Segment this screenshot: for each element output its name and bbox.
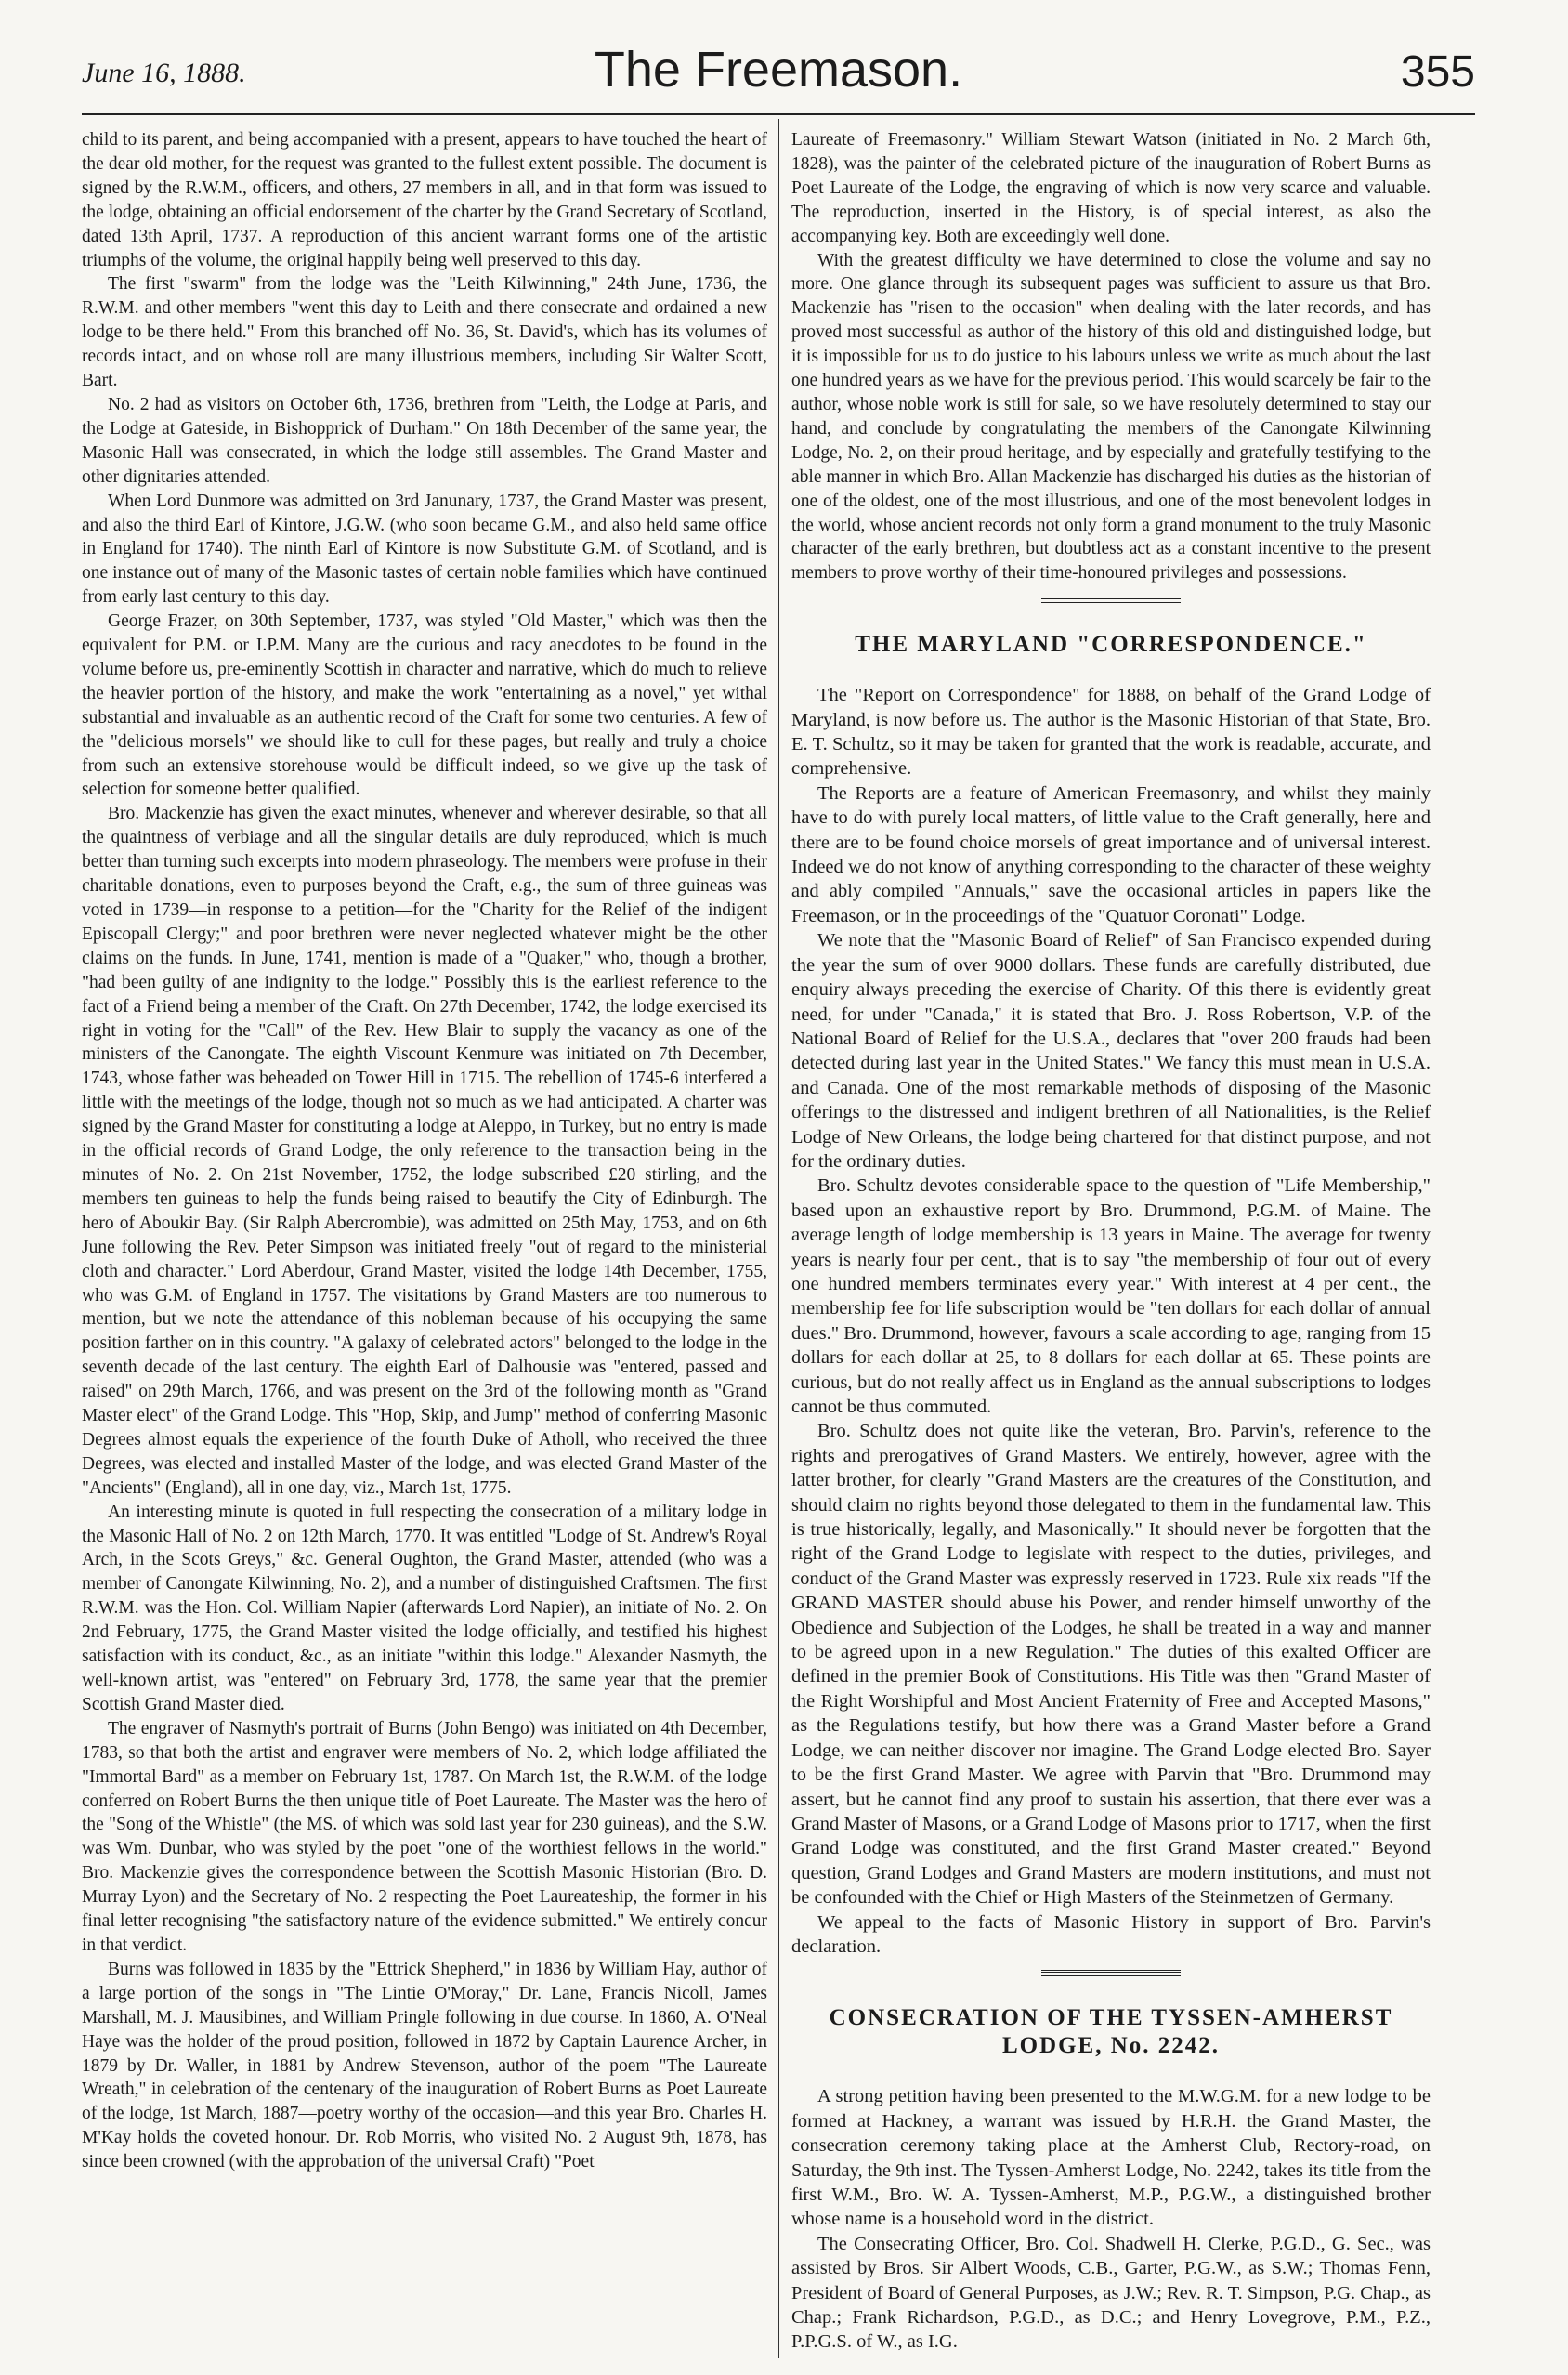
- paragraph: An interesting minute is quoted in full respecting the consecration of a military lodge in the Masonic Hall of No. 2 on 12th March, 1770. It was entitled "Lodge of St. Andrew's Royal Arch, in the Scots Greys," &c. General Oughton, the Grand Master, attended (who was a member of Canongate Kilwinning, No. 2), and a number of distinguished Craftsmen. The first R.W.M. was the Hon. Col. William Napier (afterwards Lord Napier), an initiate of No. 2. On 2nd February, 1775, the Grand Master visited the lodge officially, and testified his highest satisfaction with its conduct, &c., as an initiate "within this lodge." Alexander Nasmyth, the well-known artist, was "entered" on February 3rd, 1778, the same year that the premier Scottish Grand Master died.: [82, 1502, 767, 1714]
- column-divider: [778, 119, 779, 2358]
- paragraph: Burns was followed in 1835 by the "Ettrick Shepherd," in 1836 by William Hay, author of a large portion of the songs in "The Lintie O'Moray," Dr. Lane, Francis Nicoll, James Marshall, M. J. Mausibines, and William Pringle following in due course. In 1860, A. O'Neal Haye was the holder of the proud position, followed in 1872 by Captain Laurence Archer, in 1879 by Dr. Waller, in 1881 by Andrew Stevenson, author of the poem "The Laureate Wreath," in celebration of the centenary of the inauguration of Robert Burns as Poet Laureate of the lodge, 1st March, 1887—poetry worthy of the occasion—and this year Bro. Charles H. M'Kay holds the coveted honour. Dr. Rob Morris, who visited No. 2 August 9th, 1878, has since been crowned (with the approbation of the universal Craft) "Poet: [82, 1959, 767, 2172]
- paragraph: The engraver of Nasmyth's portrait of Burns (John Bengo) was initiated on 4th December, 1783, so that both the artist and engraver were members of No. 2, which lodge affiliated the "Immortal Bard" as a member on February 1st, 1787. On March 1st, the R.W.M. of the lodge conferred on Robert Burns the then unique title of Poet Laureate. The Master was the hero of the "Song of the Whistle" (the MS. of which was sold last year for 230 guineas), and the S.W. was Wm. Dunbar, who was styled by the poet "one of the worthiest fellows in the world." Bro. Mackenzie gives the correspondence between the Scottish Masonic Historian (Bro. D. Murray Lyon) and the Secretary of No. 2 respecting the Poet Laureateship, the former in his final letter recognising "the satisfactory nature of the evidence submitted." We entirely concur in that verdict.: [82, 1718, 767, 1955]
- paragraph: The Consecrating Officer, Bro. Col. Shadwell H. Clerke, P.G.D., G. Sec., was assisted by Bros. Sir Albert Woods, C.B., Garter, P.G.W., as S.W.; Thomas Fenn, President of Board of General Purposes, as J.W.; Rev. R. T. Simpson, P.G. Chap., as Chap.; Frank Richardson, P.G.D., as D.C.; and Henry Lovegrove, P.M., P.Z., P.P.G.S. of W., as I.G.: [791, 2233, 1431, 2353]
- paragraph: A strong petition having been presented to the M.W.G.M. for a new lodge to be formed at Hackney, a warrant was issued by H.R.H. the Grand Master, the consecration ceremony taking place at the Amherst Club, Rectory-road, on Saturday, the 9th inst. The Tyssen-Amherst Lodge, No. 2242, takes its title from the first W.M., Bro. W. A. Tyssen-Amherst, M.P., P.G.W., a distinguished brother whose name is a household word in the district.: [791, 2086, 1431, 2230]
- paragraph: Bro. Schultz does not quite like the veteran, Bro. Parvin's, reference to the rights and prerogatives of Grand Masters. We entirely, however, agree with the latter brother, for clearly "Grand Masters are the creatures of the Constitution, and should claim no rights beyond those delegated to them in the fundamental law. This is true historically, legally, and Masonically." It should never be forgotten that the right of the Grand Lodge to legislate with respect to the duties, privileges, and conduct of the Grand Master was expressly reserved in 1723. Rule xix reads "If the GRAND MASTER should abuse his Power, and render himself unworthy of the Obedience and Subjection of the Lodges, he shall be treated in a way and manner to be agreed upon in a new Regulation." The duties of this exalted Officer are defined in the premier Book of Constitutions. His Title was then "Grand Master of the Right Worshipful and Most Ancient Fraternity of Free and Accepted Masons," as the Regulations testify, but how there was a Grand Master before a Grand Lodge, we can neither discover nor imagine. The Grand Lodge elected Bro. Sayer to be the first Grand Master. We agree with Parvin that "Bro. Drummond may assert, but he cannot find any proof to sustain his assertion, that there ever was a Grand Master of Masons, or a Grand Lodge of Masons prior to 1717, when the first Grand Lodge was constituted, and the first Grand Master created." Beyond question, Grand Lodges and Grand Masters are modern institutions, and must not be confounded with the Chief or High Masters of the Steinmetzen of Germany.: [791, 1421, 1431, 1909]
- paragraph: We appeal to the facts of Masonic History in support of Bro. Parvin's declaration.: [791, 1911, 1431, 1957]
- section-rule: [1041, 597, 1181, 603]
- paragraph: Bro. Schultz devotes considerable space to the question of "Life Membership," based upon an exhaustive report by Bro. Drummond, P.G.M. of Maine. The average length of lodge membership is 13 years in Maine. The average for twenty years is nearly four per cent., that is to say "the membership of four out of every one hundred members terminates every year." With interest at 4 per cent., the membership fee for life subscription would be "ten dollars for each dollar of annual dues." Bro. Drummond, however, favours a scale according to age, ranging from 15 dollars for each dollar at 25, to 8 dollars for each dollar at 65. These points are curious, but do not really affect us in England as the annual subscriptions to lodges cannot be thus commuted.: [791, 1175, 1431, 1417]
- section-rule: [1041, 1970, 1181, 1976]
- paragraph: We note that the "Masonic Board of Relief" of San Francisco expended during the year the sum of over 9000 dollars. These funds are carefully distributed, due enquiry always preceding the exercise of Charity. Of this there is evidently great need, for under "Canada," it is stated that Bro. J. Ross Robertson, V.P. of the National Board of Relief for the U.S.A., declares that "over 200 frauds had been detected during last year in the United States." We fancy this must mean in U.S.A. and Canada. One of the most remarkable methods of disposing of the Masonic offerings to the distressed and indigent brethren of all Nationalities, is the Relief Lodge of New Orleans, the lodge being chartered for that distinct purpose, and not for the ordinary duties.: [791, 930, 1431, 1172]
- publication-title: The Freemason.: [594, 42, 963, 98]
- left-column: [82, 128, 767, 2174]
- right-column: [791, 128, 1431, 2355]
- consecration-heading: CONSECRATION OF THE TYSSEN-AMHERST LODGE, No. 2242.: [829, 2005, 1393, 2059]
- paragraph: Laureate of Freemasonry." William Stewart Watson (initiated in No. 2 March 6th, 1828), was the painter of the celebrated picture of the inauguration of Robert Burns as Poet Laureate of the Lodge, the engraving of which is now very scarce and valuable. The reproduction, inserted in the History, is of special interest, as also the accompanying key. Both are exceedingly well done.: [791, 130, 1431, 246]
- paragraph: George Frazer, on 30th September, 1737, was styled "Old Master," which was then the equivalent for P.M. or I.P.M. Many are the curious and racy anecdotes to be found in the volume before us, pre-eminently Scottish in character and narrative, which do much to relieve the heavier portion of the history, and make the work "entertaining as a novel," yet withal substantial and invaluable as an authentic record of the Craft for some two centuries. A few of the "delicious morsels" we should like to cull for these pages, but really and truly a choice from such an extensive storehouse would be difficult indeed, so we give up the task of selection for someone better qualified.: [82, 611, 767, 800]
- consecration-article: [791, 2084, 1431, 2354]
- header-rule: [82, 113, 1475, 115]
- maryland-heading: THE MARYLAND "CORRESPONDENCE.": [855, 632, 1367, 658]
- paragraph: With the greatest difficulty we have determined to close the volume and say no more. One glance through its subsequent pages was sufficient to assure us that Bro. Mackenzie has "risen to the occasion" when dealing with the later records, and has proved most successful as author of the history of this old and distinguished lodge, but it is impossible for us to do justice to his labours unless we write as much about the last one hundred years as we have for the previous period. This would scarcely be fair to the author, whose noble work is still for sale, so we have resolutely determined to stay our hand, and conclude by congratulating the members of the Canongate Kilwinning Lodge, No. 2, on their proud heritage, and by especially and gratefully testifying to the able manner in which Bro. Allan Mackenzie has discharged his duties as the historian of one of the oldest, one of the most illustrious, and one of the most benevolent lodges in the world, whose ancient records not only form a grand monument to the truly Masonic character of the early brethren, but doubtless act as a constant incentive to the present members to prove worthy of their time-honoured privileges and possessions.: [791, 250, 1431, 584]
- paragraph: No. 2 had as visitors on October 6th, 1736, brethren from "Leith, the Lodge at Paris, and the Lodge at Gateside, in Bishopprick of Durham." On 18th December of the same year, the Masonic Hall was consecrated, in which the lodge still assembles. The Grand Master and other dignitaries attended.: [82, 394, 767, 487]
- paragraph: child to its parent, and being accompanied with a present, appears to have touched the heart of the dear old mother, for the request was granted to the fullest extent possible. The document is signed by the R.W.M., officers, and others, 27 members in all, and in that form was issued to the lodge, obtaining an official endorsement of the charter by the Grand Secretary of Scotland, dated 13th April, 1737. A reproduction of this ancient warrant forms one of the artistic triumphs of the volume, the original happily being well preserved to this day.: [82, 130, 767, 270]
- issue-date: June 16, 1888.: [82, 58, 246, 88]
- paragraph: When Lord Dunmore was admitted on 3rd Janunary, 1737, the Grand Master was present, and also the third Earl of Kintore, J.G.W. (who soon became G.M., and also held same office in England for 1740). The ninth Earl of Kintore is now Substitute G.M. of Scotland, and is one instance out of many of the Masonic tastes of certain noble families which have continued from early last century to this day.: [82, 491, 767, 608]
- paragraph: Bro. Mackenzie has given the exact minutes, whenever and wherever desirable, so that all the quaintness of verbiage and all the singular details are duly reproduced, which is much better than turning such excerpts into modern phraseology. The members were profuse in their charitable donations, even to purposes beyond the Craft, e.g., the sum of three guineas was voted in 1739—in response to a petition—for the "Charity for the Relief of the indigent Episcopall Clergy;" and poor brethren were never neglected whatever might be the other claims on the funds. In June, 1741, mention is made of a "Quaker," who, though a brother, "had been guilty of ane indignity to the lodge." Possibly this is the earliest reference to the fact of a Friend being a member of the Craft. On 27th December, 1742, the lodge exercised its right in voting for the "Call" of the Rev. Hew Blair to supply the vacancy as one of the ministers of the Canongate. The eighth Viscount Kenmure was initiated on 7th December, 1743, whose father was beheaded on Tower Hill in 1715. The rebellion of 1745-6 interfered a little with the meetings of the lodge, though not so much as we had anticipated. A charter was signed by the Grand Master for constituting a lodge at Aleppo, in Turkey, but no entry is made in the official records of Grand Lodge, the only reference to the transaction being in the minutes of No. 2. On 21st November, 1752, the lodge subscribed £20 stirling, and the members ten guineas to help the funds being raised to beautify the City of Edinburgh. The hero of Aboukir Bay. (Sir Ralph Abercrombie), was admitted on 25th May, 1753, and on 6th June following the Rev. Peter Simpson was initiated freely "out of regard to the ministerial cloth and character." Lord Aberdour, Grand Master, visited the lodge 14th December, 1755, who was G.M. of England in 1757. The visitations by Grand Masters are too numerous to mention, but we note the attendance of this nobleman because of his occupying the same position farther on in this country. "A galaxy of celebrated actors" belonged to the lodge in the seventh decade of the last century. The eighth Earl of Dalhousie was "entered, passed and raised" on 29th March, 1766, and was present on the 3rd of the following month as "Grand Master elect" of the Grand Lodge. This "Hop, Skip, and Jump" method of conferring Masonic Degrees almost equals the experience of the fourth Duke of Atholl, who received the three Degrees, was elected and installed Master of the lodge, and was elected Grand Master of the "Ancients" (England), all in one day, viz., March 1st, 1775.: [82, 804, 767, 1498]
- paragraph: The Reports are a feature of American Freemasonry, and whilst they mainly have to do with purely local matters, of little value to the Craft generally, here and there are to be found choice morsels of great importance and of universal interest. Indeed we do not know of anything corresponding to the character of these weighty and ably compiled "Annuals," save the occasional articles in papers like the Freemason, or in the proceedings of the "Quatuor Coronati" Lodge.: [791, 782, 1431, 926]
- maryland-article: [791, 683, 1431, 1959]
- paragraph: The first "swarm" from the lodge was the "Leith Kilwinning," 24th June, 1736, the R.W.M. and other members "went this day to Leith and there consecrate and ordained a new lodge to be there held." From this branched off No. 36, St. David's, which has its volumes of records intact, and on whose roll are many illustrious members, including Sir Walter Scott, Bart.: [82, 274, 767, 391]
- paragraph: The "Report on Correspondence" for 1888, on behalf of the Grand Lodge of Maryland, is now before us. The author is the Masonic Historian of that State, Bro. E. T. Schultz, so it may be taken for granted that the work is readable, accurate, and comprehensive.: [791, 685, 1431, 780]
- page-number: 355: [1400, 47, 1475, 97]
- masthead: [82, 17, 1475, 119]
